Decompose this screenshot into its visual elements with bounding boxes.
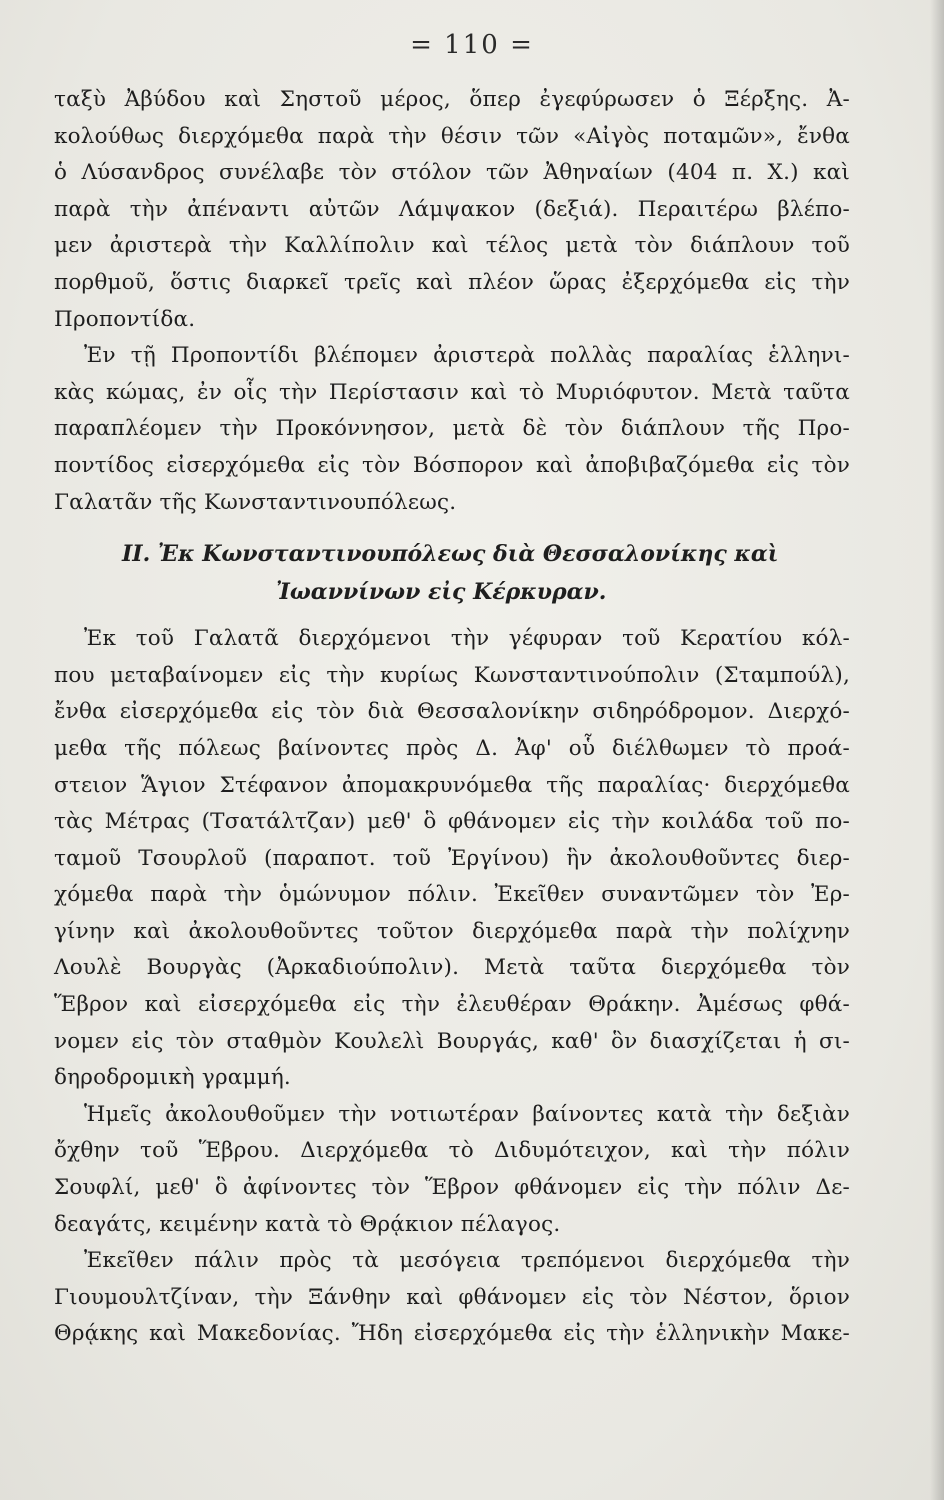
text-line: δηροδρομικὴ γραμμή. <box>54 1065 291 1091</box>
text-line: νομεν εἰς τὸν σταθμὸν Κουλελὶ Βουργάς, καθ' ὃν διασχίζεται ἡ σι- <box>54 1028 850 1054</box>
page-text <box>54 82 850 1353</box>
text-line: που μεταβαίνομεν εἰς τὴν κυρίως Κωνσταντινούπολιν (Σταμπούλ), <box>54 662 850 688</box>
text-line: ὄχθην τοῦ Ἕβρου. Διερχόμεθα τὸ Διδυμότειχον, καὶ τὴν πόλιν <box>54 1138 850 1164</box>
text-line: δεαγάτς, κειμένην κατὰ τὸ Θρᾴκιον πέλαγος. <box>54 1211 561 1237</box>
text-line: Σουφλί, μεθ' ὃ ἀφίνοντες τὸν Ἕβρον φθάνομεν εἰς τὴν πόλιν Δε- <box>54 1175 850 1201</box>
text-line: Θρᾴκης καὶ Μακεδονίας. Ἤδη εἰσερχόμεθα εἰς τὴν ἑλληνικὴν Μακε- <box>54 1321 850 1347</box>
text-line: Ἕβρον καὶ εἰσερχόμεθα εἰς τὴν ἐλευθέραν Θράκην. Ἀμέσως φθά- <box>54 992 850 1018</box>
text-line: κολούθως διερχόμεθα παρὰ τὴν θέσιν τῶν «Αἰγὸς ποταμῶν», ἔνθα <box>54 123 850 149</box>
text-line: Ἐκεῖθεν πάλιν πρὸς τὰ μεσόγεια τρεπόμενοι διερχόμεθα τὴν <box>84 1248 850 1274</box>
page-number: = 110 = <box>410 30 534 60</box>
text-line: Προποντίδα. <box>54 306 196 332</box>
text-line: ταμοῦ Τσουρλοῦ (παραποτ. τοῦ Ἐργίνου) ἣν ἀκολουθοῦντες διερ- <box>54 845 850 871</box>
text-line: μεν ἀριστερὰ τὴν Καλλίπολιν καὶ τέλος μετὰ τὸν διάπλουν τοῦ <box>54 233 850 259</box>
text-line: παρὰ τὴν ἀπέναντι αὐτῶν Λάμψακον (δεξιά). Περαιτέρω βλέπο- <box>54 196 850 222</box>
text-line: στειον Ἅγιον Στέφανον ἀπομακρυνόμεθα τῆς παραλίας· διερχόμεθα <box>54 772 850 798</box>
page-spine-shadow <box>930 0 944 1500</box>
text-line: μεθα τῆς πόλεως βαίνοντες πρὸς Δ. Ἀφ' οὗ διέλθωμεν τὸ προά- <box>54 735 850 761</box>
text-line: γίνην καὶ ἀκολουθοῦντες τοῦτον διερχόμεθα παρὰ τὴν πολίχνην <box>54 918 850 944</box>
text-line: ἔνθα εἰσερχόμεθα εἰς τὸν διὰ Θεσσαλονίκην σιδηρόδρομον. Διερχό- <box>54 699 850 725</box>
text-line: παραπλέομεν τὴν Προκόννησον, μετὰ δὲ τὸν διάπλουν τῆς Προ- <box>54 416 850 442</box>
text-line: Ἡμεῖς ἀκολουθοῦμεν τὴν νοτιωτέραν βαίνοντες κατὰ τὴν δεξιὰν <box>84 1101 850 1127</box>
text-line: Ἐκ τοῦ Γαλατᾶ διερχόμενοι τὴν γέφυραν τοῦ Κερατίου κόλ- <box>84 626 850 652</box>
text-line: κὰς κώμας, ἐν οἷς τὴν Περίστασιν καὶ τὸ Μυριόφυτον. Μετὰ ταῦτα <box>54 379 850 405</box>
text-line: ποντίδος εἰσερχόμεθα εἰς τὸν Βόσπορον καὶ ἀποβιβαζόμεθα εἰς τὸν <box>54 452 850 478</box>
text-line: ὁ Λύσανδρος συνέλαβε τὸν στόλον τῶν Ἀθηναίων (404 π. Χ.) καὶ <box>54 160 850 186</box>
text-line: Γαλατᾶν τῆς Κωνσταντινουπόλεως. <box>54 489 457 515</box>
text-line: Γιουμουλτζίναν, τὴν Ξάνθην καὶ φθάνομεν εἰς τὸν Νέστον, ὅριον <box>54 1284 850 1310</box>
text-line: Ἐν τῇ Προποντίδι βλέπομεν ἀριστερὰ πολλὰς παραλίας ἑλληνι- <box>84 343 850 369</box>
section-heading-line-1: ΙΙ. Ἐκ Κωνσταντινουπόλεως διὰ Θεσσαλονίκης καὶ <box>122 541 779 568</box>
text-line: πορθμοῦ, ὅστις διαρκεῖ τρεῖς καὶ πλέον ὥρας ἐξερχόμεθα εἰς τὴν <box>54 269 850 295</box>
text-line: τὰς Μέτρας (Τσατάλτζαν) μεθ' ὃ φθάνομεν εἰς τὴν κοιλάδα τοῦ πο- <box>54 809 850 835</box>
text-line: χόμεθα παρὰ τὴν ὁμώνυμον πόλιν. Ἐκεῖθεν συναντῶμεν τὸν Ἐρ- <box>54 882 850 908</box>
section-heading-line-2: Ἰωαννίνων εἰς Κέρκυραν. <box>276 579 607 606</box>
text-line: ταξὺ Ἀβύδου καὶ Σηστοῦ μέρος, ὅπερ ἐγεφύρωσεν ὁ Ξέρξης. Ἀ- <box>54 87 850 112</box>
text-line: Λουλὲ Βουργὰς (Ἀρκαδιούπολιν). Μετὰ ταῦτα διερχόμεθα τὸν <box>54 955 850 981</box>
